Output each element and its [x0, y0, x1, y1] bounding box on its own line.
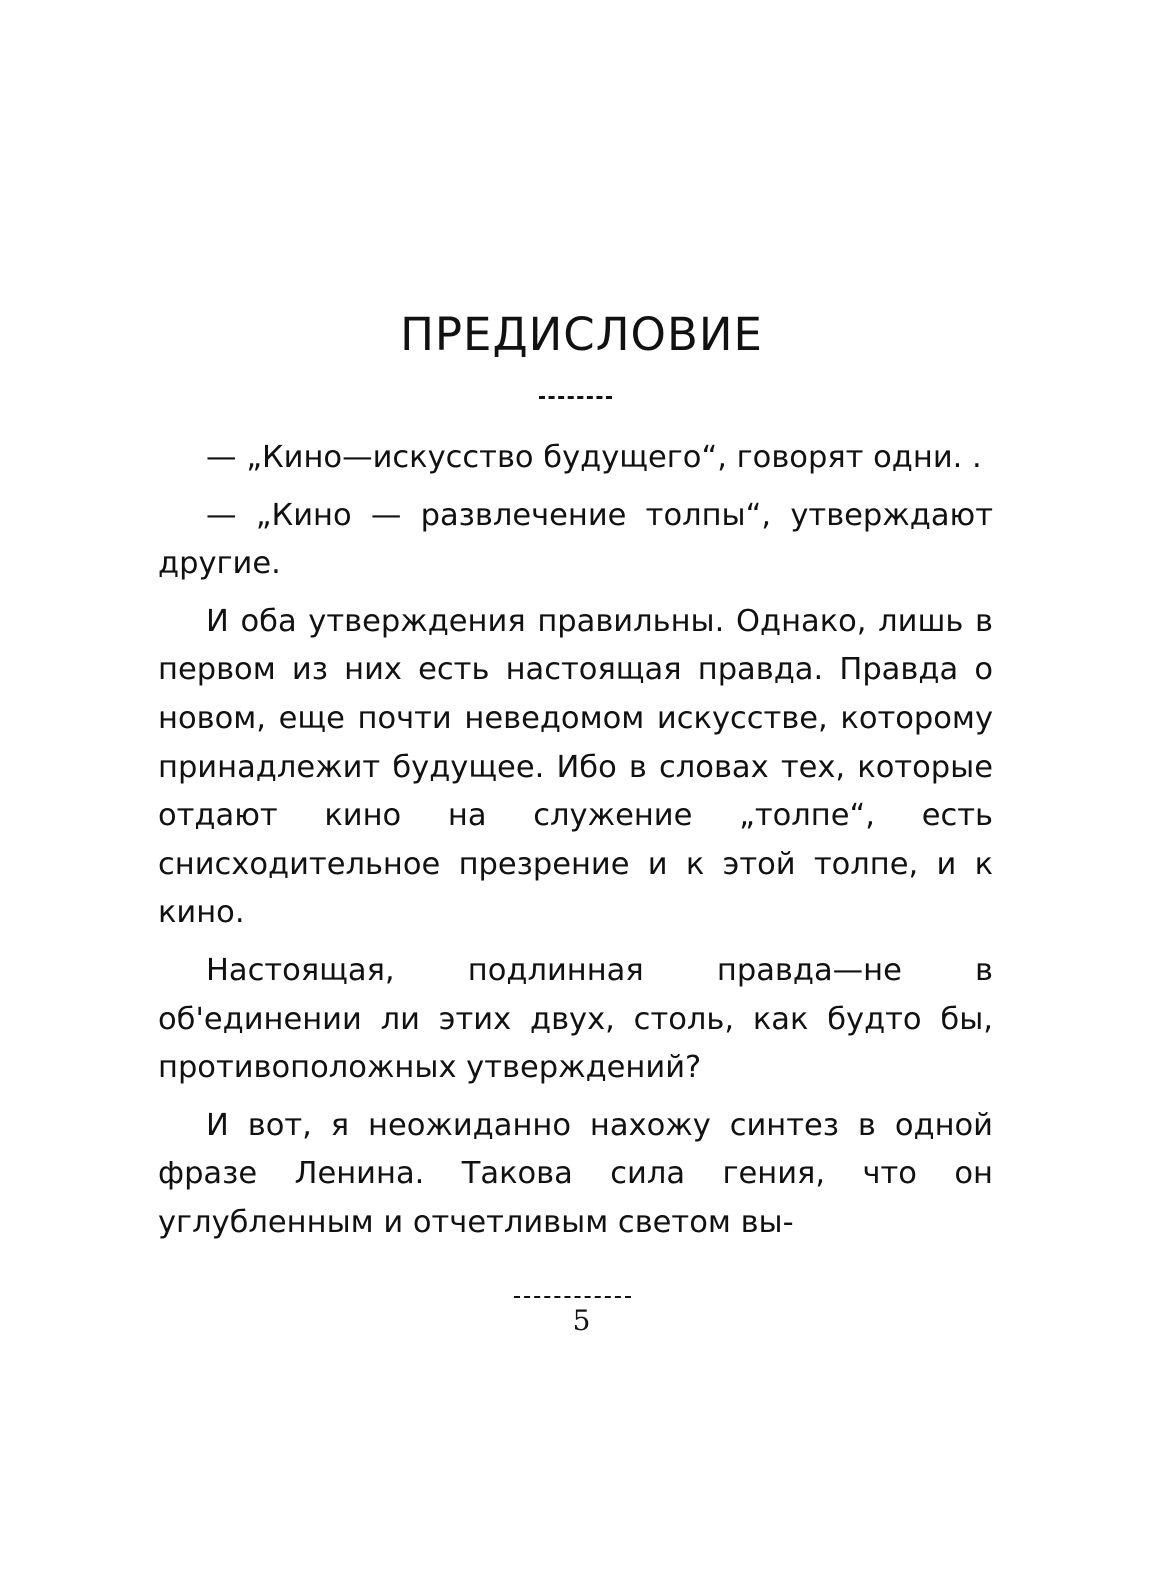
paragraph: И вот, я неожиданно нахожу синтез в одной фразе Ленина. Такова сила гения, что он углубленным и отчетливым светом вы-: [158, 1107, 993, 1240]
page-number: 5: [572, 1304, 591, 1337]
paragraph: Настоящая, подлинная правда—не в об'единении ли этих двух, столь, как будто бы, противоположных утверждений?: [158, 952, 993, 1086]
paragraph: И оба утверждения правильны. Однако, лишь в первом из них есть настоящая правда. Правда о новом, еще почти неведомом искусстве, которому принадлежит будущее. Ибо в словах тех, которые отдают кино на служение „толпе“, есть снисходительное презрение и к этой толпе, и к кино.: [158, 603, 993, 931]
page-title: ПРЕДИСЛОВИЕ: [400, 308, 763, 361]
title-divider: [539, 396, 612, 399]
body-text: [158, 434, 993, 1257]
footer-divider: [514, 1296, 631, 1298]
paragraph: — „Кино — развлечение толпы“, утверждают другие.: [158, 497, 993, 582]
paragraph: — „Кино—искусство будущего“, говорят одни. .: [206, 440, 982, 475]
